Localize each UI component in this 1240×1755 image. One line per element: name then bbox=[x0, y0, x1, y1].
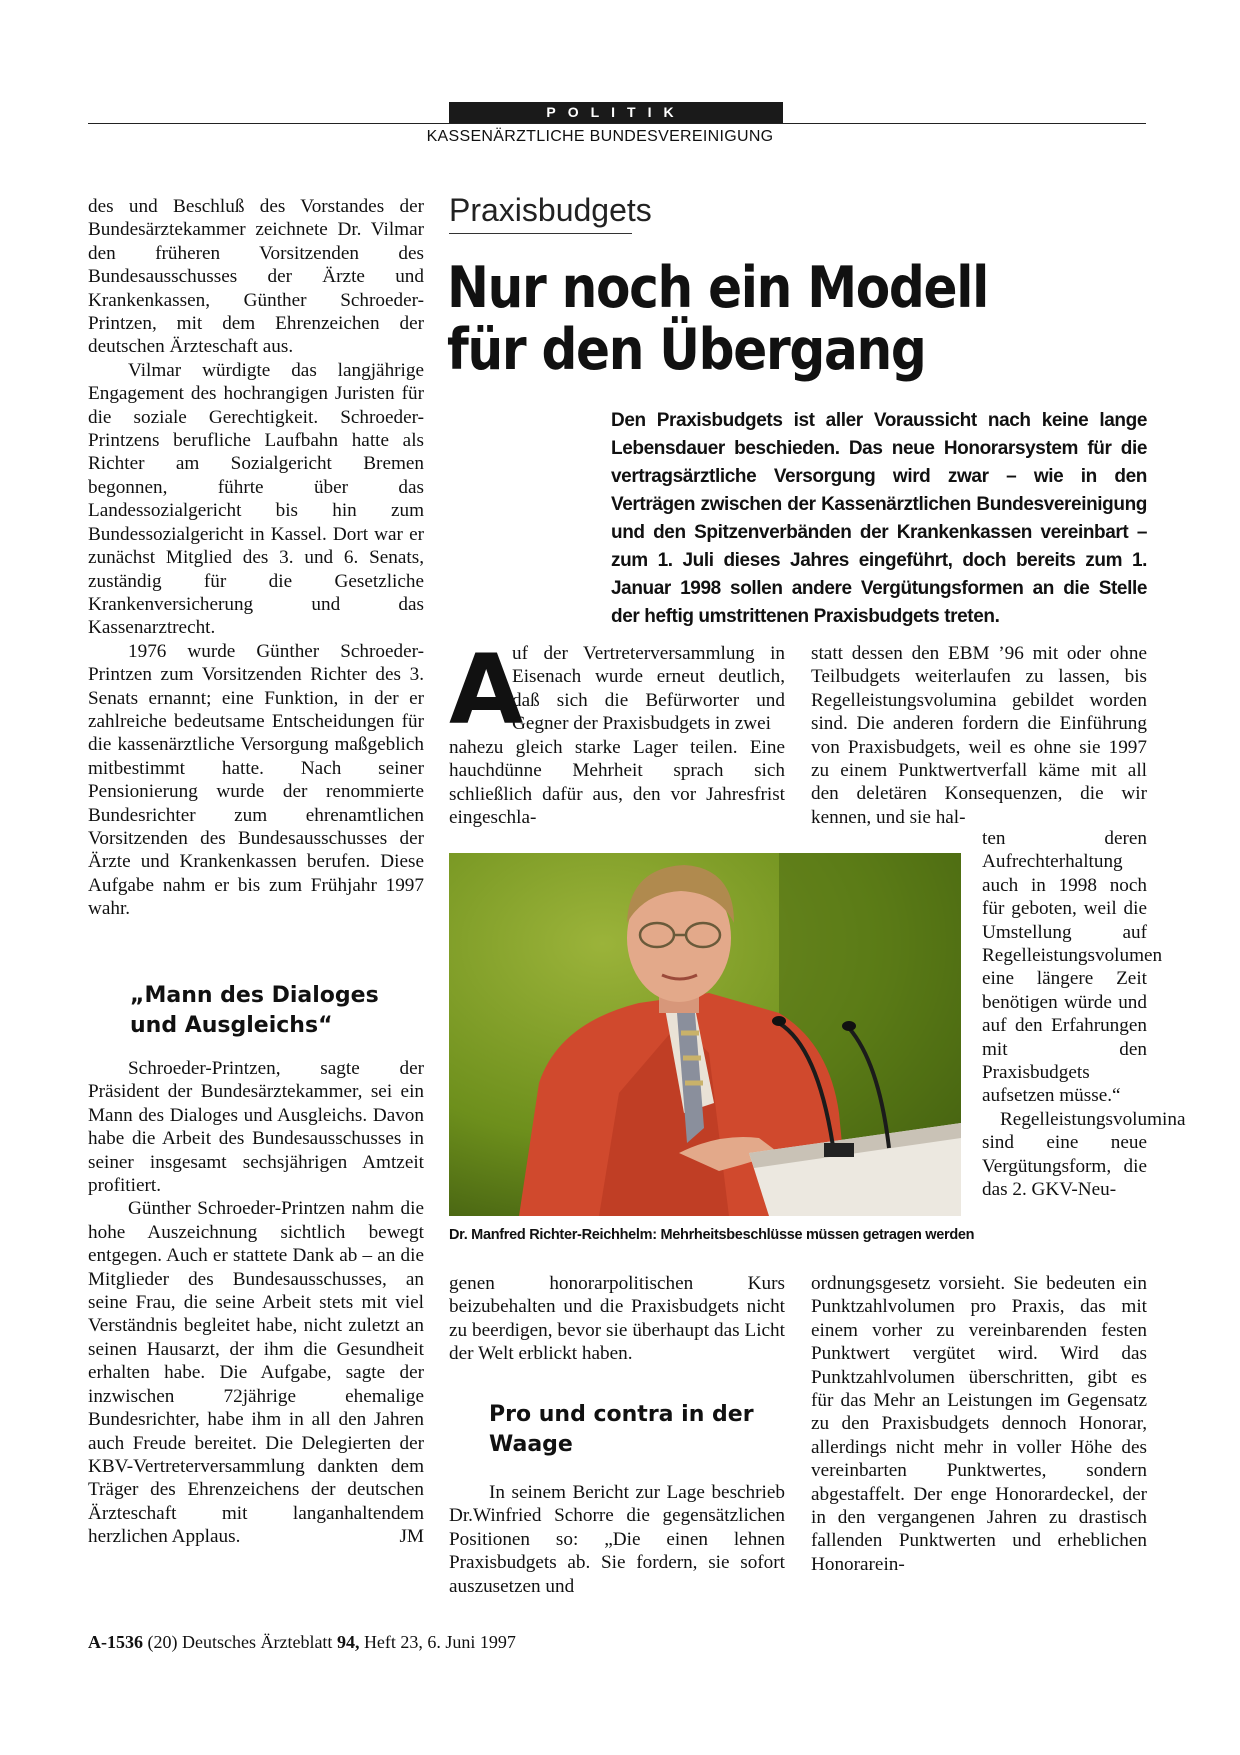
page-number: A-1536 bbox=[88, 1632, 143, 1652]
header-rule bbox=[88, 123, 1146, 124]
issue-date: Heft 23, 6. Juni 1997 bbox=[363, 1632, 516, 1652]
mid-paragraph-start: uf der Vertreterversammlung in Eisenach wurde erneut deutlich, daß sich die Befürworter und Gegner der Praxisbudgets in zwei bbox=[512, 643, 785, 735]
mid-column-lower bbox=[449, 1481, 785, 1598]
right-paragraph: ordnungsgesetz vorsieht. Sie bedeuten ein Punktzahlvolumen pro Praxis, das mit einem vorher zu vereinbarenden festen Punktwert vergütet wird. Wird das Punktzahlvolumen überschritten, gibt es für das Mehr an Leistungen im Gegensatz zu den Praxisbudgets dennoch Honorar, allerdings nicht mehr in voller Höhe des vereinbarten Punktwertes, sondern abgestaffelt. Der enge Honorardeckel, der in den vergangenen Jahren zu drastisch fallenden Punktwerten und erheblichen Honorarein- bbox=[811, 1273, 1147, 1575]
right-paragraph: statt dessen den EBM ’96 mit oder ohne Teilbudgets weiterlaufen zu lassen, bis Regelleistungsvolumina gebildet worden sind. Die anderen fordern die Einführung von Praxisbudgets, weil es ohne sie 1997 zu einem Punktwertverfall käme mit all den deletären Konsequenzen, die wir kennen, und sie hal- bbox=[811, 643, 1147, 828]
rubric-bar: POLITIK bbox=[449, 102, 783, 123]
left-column-lower bbox=[88, 1057, 424, 1549]
volume-number: 94, bbox=[336, 1632, 360, 1652]
mid-column-bottom bbox=[449, 1272, 785, 1366]
right-narrow-paragraph: Regelleistungsvolumina sind eine neue Vergütungsform, die das 2. GKV-Neu- bbox=[982, 1108, 1186, 1201]
drop-cap: A bbox=[449, 634, 524, 746]
kicker-rule bbox=[449, 233, 632, 234]
headline-line: Nur noch ein Modell bbox=[447, 255, 988, 321]
right-narrow-paragraph: ten deren Aufrechterhaltung auch in 1998 noch für geboten, weil die Umstellung auf Regelleistungsvolumen eine längere Zeit benötigen würde und auf den Erfahrungen mit den Praxisbudgets aufsetzen müsse.“ bbox=[982, 828, 1163, 1107]
page-footer bbox=[88, 1632, 516, 1653]
article-kicker: Praxisbudgets bbox=[449, 192, 652, 228]
mid-column-top-cont bbox=[449, 736, 785, 830]
photo-caption: Dr. Manfred Richter-Reichhelm: Mehrheitsbeschlüsse müssen getragen werden bbox=[449, 1227, 975, 1243]
dropcap-text bbox=[512, 642, 785, 736]
article-headline bbox=[447, 257, 1081, 381]
left-paragraph: 1976 wurde Günther Schroeder-Printzen zum Vorsitzenden Richter des 3. Senats ernannt; eine Funktion, in der er zahlreiche bedeutsame Entscheidungen für die kassenärztliche Versorgung maßgeblich mitbestimmt hatte. Nach seiner Pensionierung wurde der renommierte Bundesrichter zum ehrenamtlichen Vorsitzenden des Bundesausschusses der Ärzte und Krankenkassen berufen. Diese Aufgabe nahm er bis zum Frühjahr 1997 wahr. bbox=[88, 640, 424, 920]
right-column-narrow bbox=[982, 827, 1186, 1202]
speaker-photo-image bbox=[449, 853, 961, 1216]
right-column-bottom bbox=[811, 1272, 1147, 1576]
right-column-top bbox=[811, 642, 1147, 829]
article-lead: Den Praxisbudgets ist aller Voraussicht nach keine lange Lebensdauer beschieden. Das neue Honorarsystem für die vertragsärztliche Versorgung wird zwar – wie in den Verträgen zwischen der Kassenärztlichen Bundesvereinigung und den Spitzenverbänden der Krankenkassen vereinbart – zum 1. Juli dieses Jahres eingeführt, doch bereits zum 1. Januar 1998 sollen andere Vergütungsformen an die Stelle der heftig umstrittenen Praxisbudgets treten. bbox=[611, 410, 1147, 627]
left-paragraph: Günther Schroeder-Printzen nahm die hohe Auszeichnung sichtlich bewegt entgegen. Auch er stattete Dank ab – an die Mitglieder des Bundesausschusses, an seine Frau, die seine Arbeit stets mit viel Verständnis begleitet habe, nicht zuletzt an seinen Hausarzt, der ihm die Gesundheit erhalten habe. Die Aufgabe, sagte der inzwischen 72jährige ehemalige Bundesrichter, habe ihm in all den Jahren auch Freude bereitet. Die Delegierten der KBV-Vertreterversammlung dankten dem Träger des Ehrenzeichens der deutschen Ärzteschaft mit langanhaltendem herzlichen Applaus. bbox=[88, 1198, 424, 1548]
mid-subheading: Pro und contra in der Waage bbox=[489, 1402, 754, 1457]
left-paragraph: des und Beschluß des Vorstandes der Bundesärztekammer zeichnete Dr. Vilmar den früheren Vorsitzenden des Bundesausschusses der Ärzte und Krankenkassen, Günther Schroeder-Printzen, mit dem Ehrenzeichen der deutschen Ärzteschaft aus. bbox=[88, 196, 424, 358]
mid-paragraph: genen honorarpolitischen Kurs beizubehalten und die Praxisbudgets nicht zu beerdigen, bevor sie überhaupt das Licht der Welt erblickt haben. bbox=[449, 1273, 785, 1365]
headline-line: für den Übergang bbox=[447, 317, 926, 383]
author-initials: JM bbox=[399, 1526, 424, 1548]
left-subheading: „Mann des Dialoges und Ausgleichs“ bbox=[130, 983, 379, 1038]
left-column bbox=[88, 195, 424, 921]
left-paragraph: Vilmar würdigte das langjährige Engagement des hochrangigen Juristen für die soziale Gerechtigkeit. Schroeder-Printzens berufliche Laufbahn hatte als Richter am Sozialgericht Bremen begonnen, führte über das Landessozialgericht bis hin zum Bundessozialgericht in Kassel. Dort war er zunächst Mitglied des 3. und 6. Senats, zuständig für die Gesetzliche Krankenversicherung und das Kassenarztrecht. bbox=[88, 359, 424, 639]
issue-prefix: (20) Deutsches Ärzteblatt bbox=[147, 1632, 333, 1652]
left-paragraph: Schroeder-Printzen, sagte der Präsident der Bundesärztekammer, sei ein Mann des Dialoges und Ausgleichs. Davon habe die Arbeit des Bundesausschusses in seiner insgesamt sechsjährigen Amtzeit profitiert. bbox=[88, 1058, 424, 1197]
mid-paragraph: In seinem Bericht zur Lage beschrieb Dr.Winfried Schorre die gegensätzlichen Positionen so: „Die einen lehnen Praxisbudgets ab. Sie fordern, sie sofort auszusetzen und bbox=[449, 1482, 785, 1597]
section-title: KASSENÄRZTLICHE BUNDESVEREINIGUNG bbox=[426, 128, 774, 145]
speaker-photo bbox=[449, 853, 961, 1216]
mid-paragraph-cont: nahezu gleich starke Lager teilen. Eine hauchdünne Mehrheit sprach sich schließlich dafür aus, den vor Jahresfrist eingeschla- bbox=[449, 737, 785, 829]
